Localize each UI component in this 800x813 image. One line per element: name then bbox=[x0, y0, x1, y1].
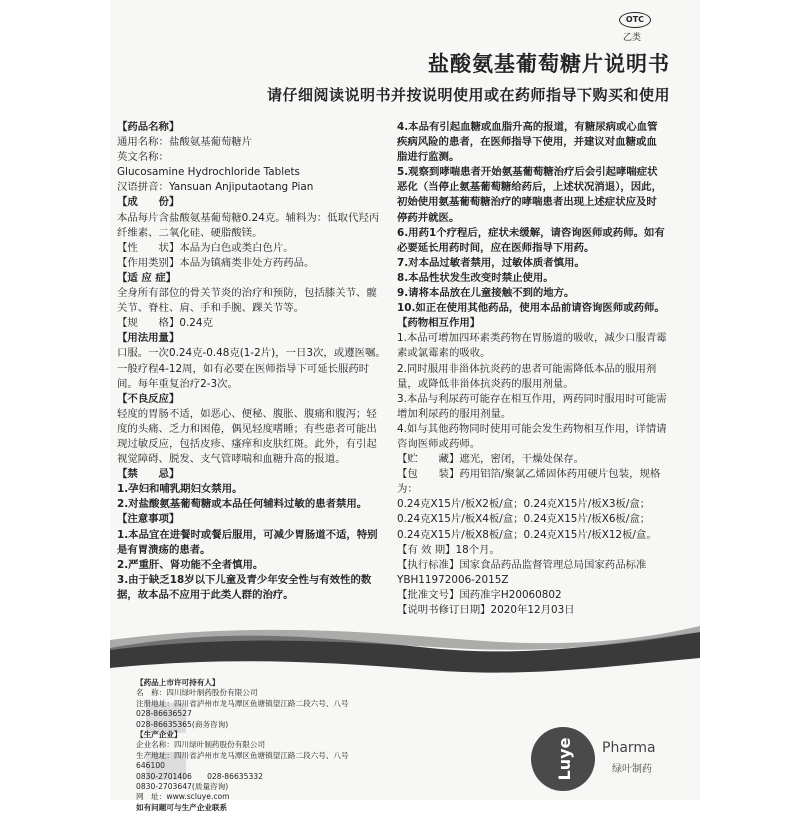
holder-business-phone: 028-86635365(商务咨询) bbox=[136, 719, 229, 729]
luye-logo-icon bbox=[528, 724, 598, 794]
english-name-label: 英文名称： bbox=[117, 151, 169, 164]
precaution-5: 5.观察到哮喘患者开始氨基葡萄糖治疗后会引起哮喘症状恶化（当停止氨基葡萄糖给药后，上述状况消退），因此，初始使用氨基葡萄糖治疗的哮喘患者出现上述症状应及时停药并就医。 bbox=[397, 166, 662, 224]
revision-date-text: 【说明书修订日期】2020年12月03日 bbox=[397, 604, 575, 616]
precaution-10: 10.如正在使用其他药品，使用本品前请咨询医师或药师。 bbox=[397, 302, 665, 315]
packaging-spec-1: 0.24克X15片/板X2板/盒；0.24克X15片/板X3板/盒； bbox=[397, 498, 651, 511]
standard-text: 【执行标准】国家食品药品监督管理总局国家药品标准YBH11972006-2015Z bbox=[397, 558, 647, 586]
pinyin-name: 汉语拼音：Yansuan Anjiputaotang Pian bbox=[117, 181, 314, 194]
precaution-2: 2.严重肝、肾功能不全者慎用。 bbox=[117, 558, 264, 571]
postal-code: 646100 bbox=[136, 761, 165, 771]
appearance-text: 【性 状】本品为白色或类白色片。 bbox=[117, 241, 294, 254]
manufacturer-phones: 0830-2701406 028-86635332 bbox=[136, 771, 263, 781]
indications-text: 全身所有部位的骨关节炎的治疗和预防，包括膝关节、髋关节、脊柱、肩、手和手腕、踝关节等。 bbox=[117, 287, 377, 315]
packaging-spec-3: 0.24克X15片/板X8板/盒；0.24克X15片/板X12板/盒。 bbox=[397, 528, 657, 541]
holder-phone: 028-86636527 bbox=[136, 709, 192, 719]
section-adverse-reactions: 【不良反应】 bbox=[117, 392, 180, 405]
brand-name: Pharma bbox=[602, 740, 656, 756]
generic-name: 通用名称：盐酸氨基葡萄糖片 bbox=[117, 136, 253, 149]
interaction-4: 4.如与其他药物同时使用可能会发生药物相互作用，详情请咨询医师或药师。 bbox=[397, 422, 667, 450]
decorative-wave bbox=[110, 618, 700, 682]
holder-heading: 【药品上市许可持有人】 bbox=[136, 678, 220, 687]
category-text: 【作用类别】本品为镇痛类非处方药药品。 bbox=[117, 256, 315, 269]
manufacturer-address: 生产地址：四川省泸州市龙马潭区鱼塘镇望江路二段六号、八号 bbox=[136, 750, 349, 760]
precaution-9: 9.请将本品放在儿童接触不到的地方。 bbox=[397, 287, 575, 300]
section-precautions: 【注意事项】 bbox=[117, 513, 180, 526]
website: 网 址：www.scluye.com bbox=[136, 792, 230, 802]
section-indications: 【适 应 症】 bbox=[117, 271, 177, 284]
specification-text: 【规 格】0.24克 bbox=[117, 317, 213, 330]
english-name: Glucosamine Hydrochloride Tablets bbox=[117, 166, 300, 179]
logo-text: Luye bbox=[555, 737, 574, 781]
packaging-text: 【包 装】药用铝箔/聚氯乙烯固体药用硬片包装，规格为： bbox=[397, 468, 661, 496]
precaution-7: 7.对本品过敏者禁用，过敏体质者慎用。 bbox=[397, 256, 585, 269]
approval-number-text: 【批准文号】国药准字H20060802 bbox=[397, 588, 562, 601]
manufacturer-heading: 【生产企业】 bbox=[136, 730, 182, 740]
holder-address: 注册地址：四川省泸州市龙马潭区鱼塘镇望江路二段六号、八号 bbox=[136, 698, 349, 708]
section-interactions: 【药物相互作用】 bbox=[397, 317, 481, 330]
packaging-spec-2: 0.24克X15片/板X4板/盒；0.24克X15片/板X6板/盒； bbox=[397, 513, 651, 526]
document-subtitle: 请仔细阅读说明书并按说明使用或在药师指导下购买和使用 bbox=[266, 86, 670, 104]
right-column bbox=[397, 120, 667, 618]
shelf-life-text: 【有 效 期】18个月。 bbox=[397, 543, 500, 556]
precaution-3: 3.由于缺乏18岁以下儿童及青少年安全性与有效性的数据，故本品不应用于此类人群的治疗。 bbox=[117, 573, 372, 601]
quality-phone: 0830-2703647(质量咨询) bbox=[136, 782, 229, 792]
precaution-6: 6.用药1个疗程后，症状未缓解，请咨询医师或药师。如有必要延长用药时间，应在医师指导下用药。 bbox=[397, 226, 665, 254]
contraindication-1: 1.孕妇和哺乳期妇女禁用。 bbox=[117, 483, 243, 496]
document-title: 盐酸氨基葡萄糖片说明书 bbox=[428, 52, 670, 76]
holder-name: 名 称：四川绿叶制药股份有限公司 bbox=[136, 688, 258, 698]
storage-text: 【贮 藏】遮光，密闭，干燥处保存。 bbox=[397, 453, 585, 466]
otc-badge: OTC bbox=[619, 12, 651, 28]
precaution-4: 4.本品有引起血糖或血脂升高的报道，有糖尿病或心血管疾病风险的患者，在医师指导下使用，并建议对血糖或血脂进行监测。 bbox=[397, 121, 658, 164]
manufacturer-name: 企业名称：四川绿叶制药股份有限公司 bbox=[136, 740, 266, 750]
contraindication-2: 2.对盐酸氨基葡萄糖或本品任何辅料过敏的患者禁用。 bbox=[117, 498, 368, 511]
precaution-8: 8.本品性状发生改变时禁止使用。 bbox=[397, 271, 554, 284]
precaution-1: 1.本品宜在进餐时或餐后服用，可减少胃肠道不适，特别是有胃溃疡的患者。 bbox=[117, 528, 378, 556]
section-drug-name: 【药品名称】 bbox=[117, 121, 180, 133]
contact-note: 如有问题可与生产企业联系 bbox=[136, 802, 228, 812]
interaction-1: 1.本品可增加四环素类药物在胃肠道的吸收，减少口服青霉素或氯霉素的吸收。 bbox=[397, 332, 667, 360]
otc-category: 乙类 bbox=[623, 33, 642, 43]
interaction-3: 3.本品与利尿药可能存在相互作用，两药同时服用时可能需增加利尿药的服用剂量。 bbox=[397, 392, 667, 420]
brand-name-cn: 绿叶制药 bbox=[612, 764, 652, 775]
interaction-2: 2.同时服用非甾体抗炎药的患者可能需降低本品的服用剂量，或降低非甾体抗炎药的服用剂量。 bbox=[397, 362, 657, 390]
section-ingredients: 【成 份】 bbox=[117, 196, 180, 209]
dosage-text: 口服。一次0.24克-0.48克(1-2片)，一日3次，或遵医嘱。一般疗程4-12周，如有必要在医师指导下可延长服药时间。每年重复治疗2-3次。 bbox=[117, 347, 386, 390]
left-column bbox=[117, 120, 387, 603]
section-contraindications: 【禁 忌】 bbox=[117, 468, 180, 481]
ingredients-text: 本品每片含盐酸氨基葡萄糖0.24克。辅料为：低取代羟丙纤维素、二氧化硅、硬脂酸镁。 bbox=[117, 211, 380, 239]
adverse-reactions-text: 轻度的胃肠不适，如恶心、便秘、腹胀、腹痛和腹泻；轻度的头痛、乏力和困倦，偶见轻度嗜睡；有些患者可能出现过敏反应，包括皮疹、瘙痒和皮肤红斑。此外，有引起视觉障碍、脱发、支气管哮喘和血糖升高的报道。 bbox=[117, 407, 377, 466]
footer-info bbox=[136, 678, 406, 813]
section-dosage: 【用法用量】 bbox=[117, 332, 180, 345]
